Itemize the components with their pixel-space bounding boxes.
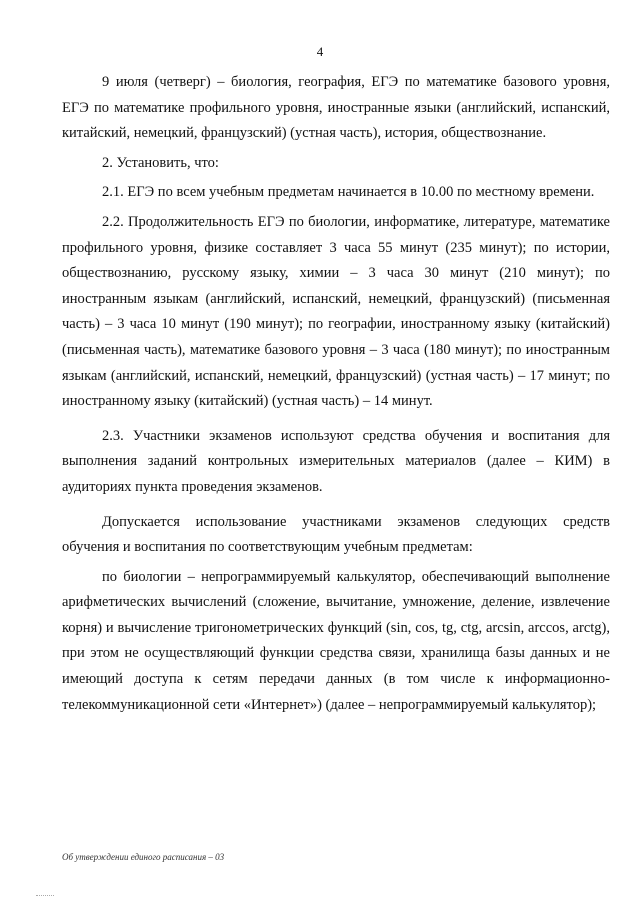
document-body bbox=[62, 70, 610, 718]
scan-artifact bbox=[36, 895, 54, 898]
paragraph-biology-calculator: по биологии – непрограммируемый калькулятор, обеспечивающий выполнение арифметических вычислений (сложение, вычитание, умножение, деление, извлечение корня) и вычисление тригонометрических функций (sin, cos, tg, ctg, arcsin, arccos, arctg), при этом не осуществляющий функции средства связи, хранилища базы данных и не имеющий доступа к сетям передачи данных (в том числе к информационно-телекоммуникационной сети «Интернет») (далее – непрограммируемый калькулятор); bbox=[62, 568, 610, 713]
paragraph-allowed-aids: Допускается использование участниками экзаменов следующих средств обучения и воспитания по соответствующим учебным предметам: bbox=[62, 513, 610, 556]
page-number: 4 bbox=[316, 44, 324, 59]
paragraph-item-2-2: 2.2. Продолжительность ЕГЭ по биологии, информатике, литературе, математике профильного уровня, физике составляет 3 часа 55 минут (235 минут); по истории, обществознанию, русскому языку, химии – 3 часа 30 минут (210 минут); по иностранным языкам (английский, испанский, немецкий, французский) (письменная часть) – 3 часа 10 минут (190 минут); по географии, иностранному языку (китайский) (письменная часть), математике базового уровня – 3 часа (180 минут); по иностранным языкам (английский, испанский, немецкий, французский) (устная часть) – 17 минут; по иностранному языку (китайский) (устная часть) – 14 минут. bbox=[62, 213, 610, 410]
paragraph-item-2: 2. Установить, что: bbox=[102, 154, 219, 171]
paragraph-july-9-schedule: 9 июля (четверг) – биология, география, ЕГЭ по математике базового уровня, ЕГЭ по математике профильного уровня, иностранные языки (английский, испанский, китайский, немецкий, французский) (устная часть), история, обществознание. bbox=[62, 74, 610, 142]
footer-note: Об утверждении единого расписания – 03 bbox=[62, 852, 225, 862]
paragraph-item-2-3: 2.3. Участники экзаменов используют средства обучения и воспитания для выполнения заданий контрольных измерительных материалов (далее – КИМ) в аудиториях пункта проведения экзаменов. bbox=[62, 427, 610, 495]
paragraph-item-2-1: 2.1. ЕГЭ по всем учебным предметам начинается в 10.00 по местному времени. bbox=[102, 184, 595, 201]
